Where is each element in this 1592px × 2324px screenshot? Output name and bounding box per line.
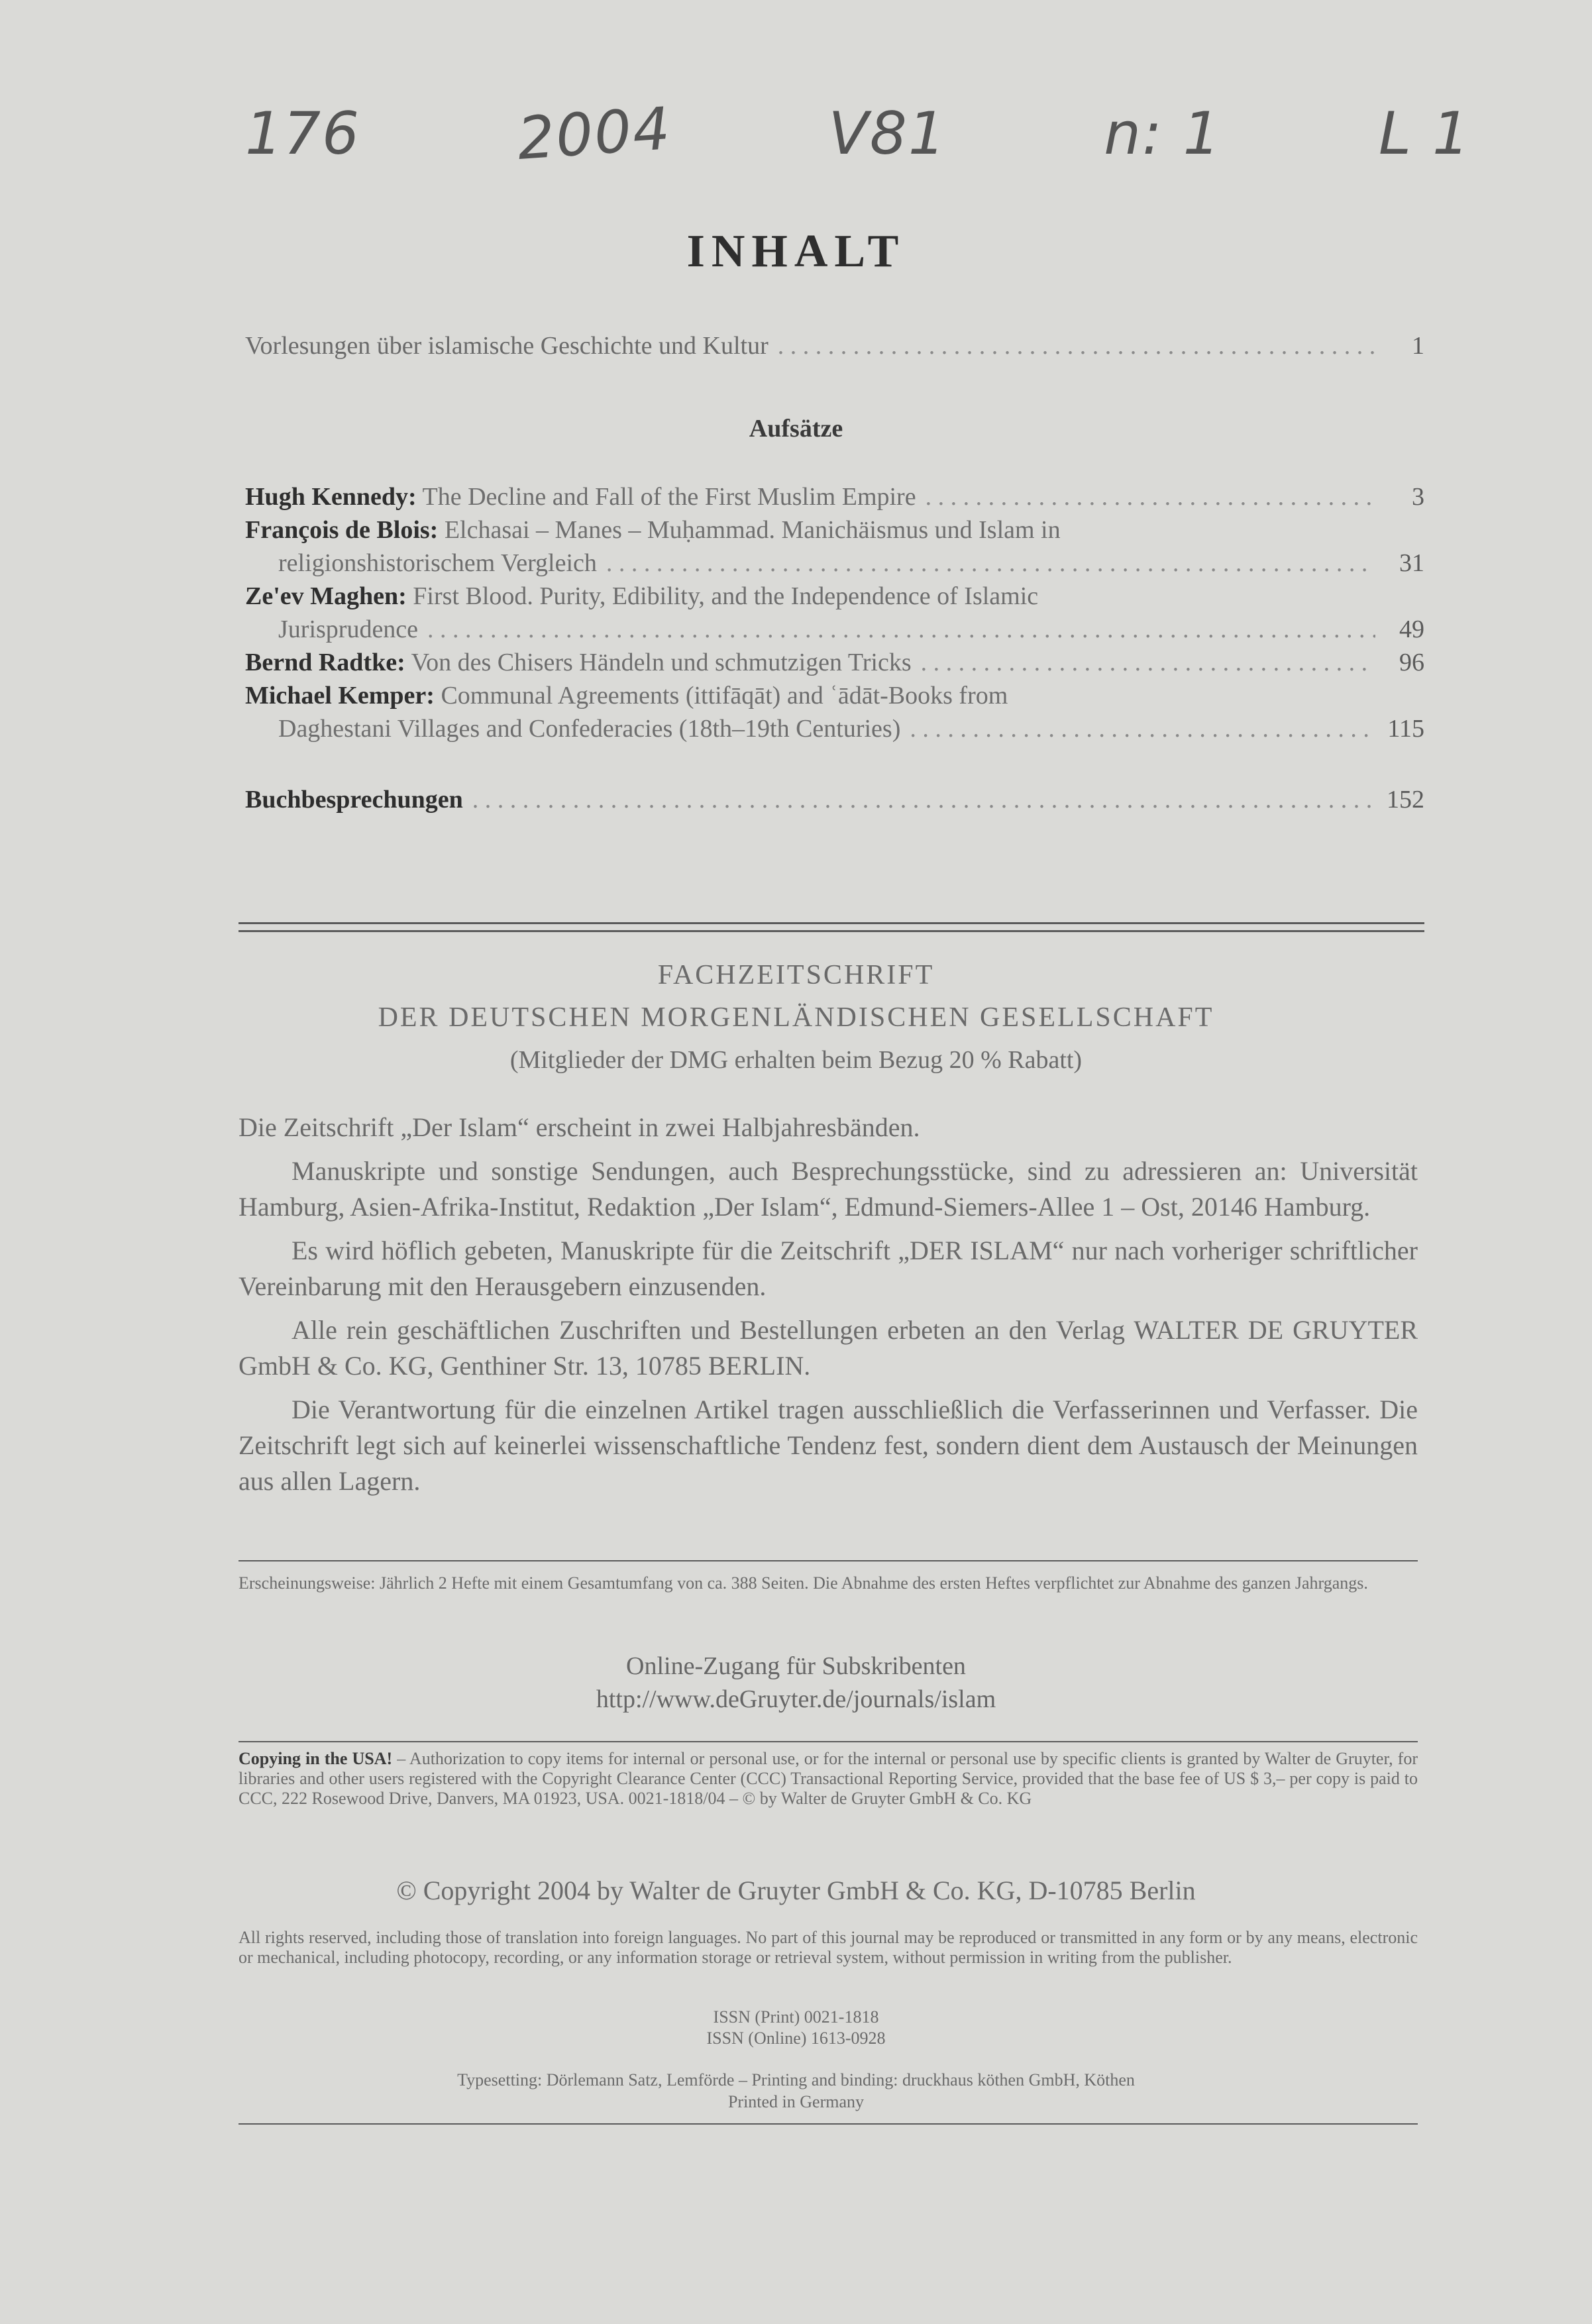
handwritten-note: 2004 (515, 94, 674, 173)
toc-intro-entry (245, 331, 1424, 360)
page-title: INHALT (686, 226, 906, 277)
journal-heading-line2: DER DEUTSCHEN MORGENLÄNDISCHEN GESELLSCHAFT (378, 1002, 1214, 1033)
journal-heading (0, 954, 1592, 1081)
article-author: Hugh Kennedy: (245, 483, 417, 511)
divider (239, 1741, 1418, 1742)
issn-print: ISSN (Print) 0021-1818 (713, 2007, 879, 2027)
article-title: Communal Agreements (ittifāqāt) and ʿādāt-Books from (441, 682, 1008, 710)
toc-page-number: 115 (1387, 715, 1424, 743)
journal-info-text (239, 1110, 1418, 1507)
dot-leader (606, 547, 1375, 580)
paragraph: Die Verantwortung für die einzelnen Artikel tragen ausschließlich die Verfasserinnen und Verfasser. Die Zeitschrift legt sich auf keinerlei wissenschaftliche Tendenz fest, sondern dient dem Austausch der Meinungen aus allen Lagern. (239, 1395, 1418, 1496)
article-title: Von des Chisers Händeln und schmutzigen Tricks (411, 649, 912, 676)
toc-article (245, 679, 1424, 745)
double-rule-top (239, 922, 1424, 924)
paragraph: Alle rein geschäftlichen Zuschriften und Bestellungen erbeten an den Verlag WALTER DE GRUYTER GmbH & Co. KG, Genthiner Str. 13, 10785 BERLIN. (239, 1315, 1418, 1381)
dot-leader (921, 646, 1375, 679)
divider (239, 1560, 1418, 1561)
toc-page-number: 152 (1387, 786, 1424, 814)
handwritten-note: V81 (828, 99, 947, 168)
journal-heading-line1: FACHZEITSCHRIFT (657, 960, 935, 990)
dot-leader (926, 480, 1375, 513)
double-rule-bottom (239, 930, 1424, 932)
section-heading-aufsaetze: Aufsätze (749, 415, 843, 443)
article-author: Bernd Radtke: (245, 649, 405, 676)
dot-leader (472, 785, 1375, 814)
toc-buchbesprechungen (245, 785, 1424, 814)
toc-page-number: 1 (1412, 332, 1424, 360)
toc-page-number: 3 (1412, 483, 1424, 511)
toc-article (245, 513, 1424, 580)
dot-leader (778, 331, 1375, 360)
article-author: Ze'ev Maghen: (245, 582, 407, 610)
dot-leader (910, 712, 1375, 745)
article-author: Michael Kemper: (245, 682, 435, 710)
typesetting-note: Typesetting: Dörlemann Satz, Lemförde – Printing and binding: druckhaus köthen GmbH, Köthen (457, 2070, 1135, 2089)
handwritten-note: 176 (245, 99, 360, 168)
printed-in: Printed in Germany (727, 2092, 865, 2111)
online-access-label: Online-Zugang für Subskribenten (626, 1652, 966, 1680)
journal-heading-line3: (Mitglieder der DMG erhalten beim Bezug 20 % Rabatt) (509, 1046, 1083, 1074)
handwritten-note: n: 1 (1104, 99, 1222, 168)
issn-online: ISSN (Online) 1613-0928 (706, 2029, 886, 2048)
toc-article (245, 480, 1424, 513)
toc-article (245, 580, 1424, 646)
handwritten-note: L 1 (1379, 99, 1471, 168)
article-title: Elchasai – Manes – Muḥammad. Manichäismus und Islam in (444, 516, 1061, 544)
divider (239, 2123, 1418, 2125)
erscheinungsweise-note: Erscheinungsweise: Jährlich 2 Hefte mit einem Gesamtumfang von ca. 388 Seiten. Die Abnahme des ersten Heftes verpflichtet zur Abnahme des ganzen Jahrgangs. (239, 1573, 1368, 1593)
dot-leader (427, 613, 1375, 646)
article-title: The Decline and Fall of the First Muslim Empire (422, 483, 916, 511)
toc-page-number: 96 (1399, 649, 1424, 676)
toc-page-number: 31 (1399, 549, 1424, 577)
copying-notice (239, 1749, 1418, 1809)
handwritten-notes (245, 94, 1471, 173)
rights-notice: All rights reserved, including those of translation into foreign languages. No part of this journal may be reproduced or transmitted in any form or by any means, electronic or mechanical, including photocopy, recording, or any information storage or retrieval system, without permission in writing from the publisher. (239, 1928, 1418, 1967)
toc-entry-text: Buchbesprechungen (245, 786, 463, 814)
toc-article (245, 646, 1424, 679)
paragraph: Es wird höflich gebeten, Manuskripte für die Zeitschrift „DER ISLAM“ nur nach vorheriger schriftlicher Vereinbarung mit den Herausgebern einzusenden. (239, 1236, 1418, 1301)
copying-text: – Authorization to copy items for internal or personal use, or for the internal or personal use by specific clients is granted by Walter de Gruyter, for libraries and other users registered with the Copyright Clearance Center (CCC) Transactional Reporting Service, provided that the base fee of US $ 3,– per copy is paid to CCC, 222 Rosewood Drive, Danvers, MA 01923, USA. 0021-1818/04 – © by Walter de Gruyter GmbH & Co. KG (239, 1749, 1418, 1808)
paragraph: Die Zeitschrift „Der Islam“ erscheint in zwei Halbjahresbänden. (239, 1112, 920, 1142)
online-access (0, 1650, 1592, 1716)
copyright-line: © Copyright 2004 by Walter de Gruyter GmbH & Co. KG, D-10785 Berlin (396, 1875, 1196, 1905)
article-author: François de Blois: (245, 516, 439, 544)
toc-entry-text: Vorlesungen über islamische Geschichte und Kultur (245, 332, 769, 360)
paragraph: Manuskripte und sonstige Sendungen, auch Besprechungsstücke, sind zu adressieren an: Universität Hamburg, Asien-Afrika-Institut, Redaktion „Der Islam“, Edmund-Siemers-Allee 1 – Ost, 20146 Hamburg. (239, 1156, 1418, 1222)
article-title-continued: Jurisprudence (278, 615, 419, 643)
toc-page-number: 49 (1399, 615, 1424, 643)
article-title: First Blood. Purity, Edibility, and the Independence of Islamic (413, 582, 1039, 610)
article-title-continued: Daghestani Villages and Confederacies (18th–19th Centuries) (278, 715, 901, 743)
copying-label: Copying in the USA! (239, 1749, 393, 1768)
article-title-continued: religionshistorischem Vergleich (278, 549, 597, 577)
online-access-url: http://www.deGruyter.de/journals/islam (596, 1685, 996, 1713)
